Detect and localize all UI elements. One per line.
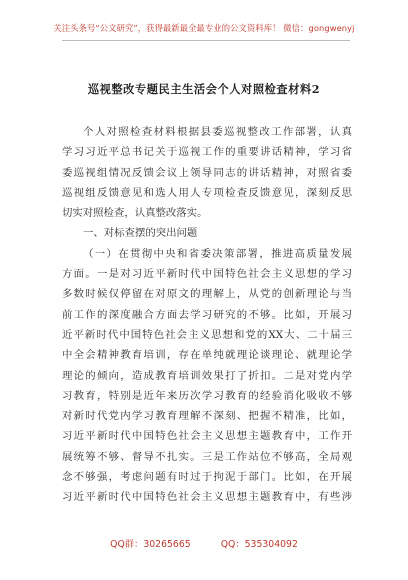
body-line: 委巡视组情况反馈会议上领导同志的讲话精神，对照省委 (62, 166, 352, 179)
footer-qq-group: QQ群：30265665 (110, 539, 191, 550)
body-line: 多数时候仅停留在对原文的理解上，从党的创新理论与当 (62, 288, 352, 301)
footer-qq-number: QQ：535304092 (220, 539, 298, 550)
body-line: 理论的倾向，造成教育培训效果打了折扣。二是对党内学 (62, 369, 352, 382)
body-line: 方面。一是对习近平新时代中国特色社会主义思想的学习 (62, 268, 352, 281)
body-line: 学习习近平总书记关于巡视工作的重要讲话精神，学习省 (62, 146, 352, 159)
header-divider (62, 40, 350, 41)
body-line: （一）在贯彻中央和省委决策部署，推进高质量发展 (83, 247, 352, 260)
footer-contact (0, 536, 408, 550)
body-line: 展统筹不够、督导不扎实。三是工作站位不够高，全局观 (62, 450, 352, 463)
body-line: 切实对照检查，认真整改落实。 (62, 207, 208, 220)
body-line: 个人对照检查材料根据县委巡视整改工作部署，认真 (83, 126, 352, 138)
body-line: 近平新时代中国特色社会主义思想和党的XX大、二十届三 (62, 328, 352, 341)
body-line: 巡视组反馈意见和选人用人专项检查反馈意见，深刻反思 (62, 186, 352, 199)
document-body (62, 122, 352, 508)
document-title: 巡视整改专题民主生活会个人对照检查材料2 (87, 82, 321, 96)
body-line: 习近平新时代中国特色社会主义思想主题教育中，有些涉 (62, 491, 352, 504)
body-line: 习教育，特别是近年来历次学习教育的经验消化吸收不够 (62, 389, 352, 402)
section-heading: 一、对标查摆的突出问题 (83, 227, 198, 240)
body-line: 对新时代党内学习教育理解不深刻、把握不精准，比如， (62, 410, 352, 423)
body-line: 念不够强，考虑问题有时过于拘泥于部门。比如，在开展 (62, 471, 352, 484)
body-line: 前工作的深度融合方面去学习研究的不够。比如，开展习 (62, 308, 352, 321)
body-line: 习近平新时代中国特色社会主义思想主题教育中，工作开 (62, 430, 352, 443)
header-promo-text: 关注头条号“公文研究”，获得最新最全最专业的公文资料库！ 微信：gongwenyj (53, 23, 355, 33)
body-line: 中全会精神教育培训，存在单纯就理论谈理论、就理论学 (62, 349, 352, 362)
